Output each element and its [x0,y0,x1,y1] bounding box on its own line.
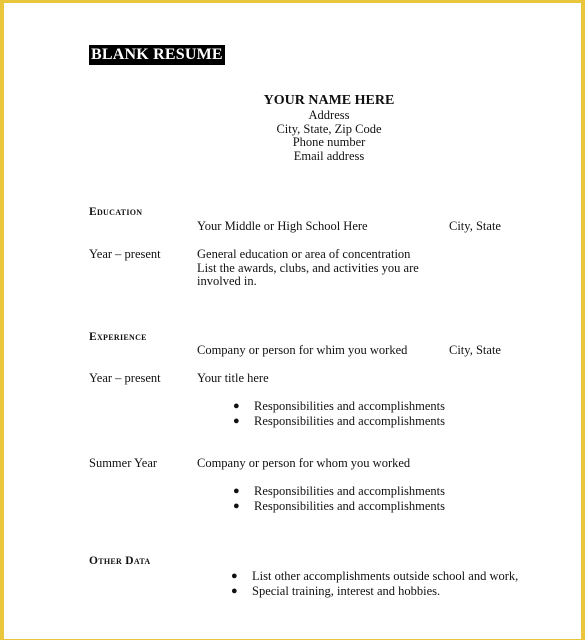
experience-location: City, State [449,343,501,357]
candidate-name: YOUR NAME HERE [263,93,395,108]
experience-bullets [233,484,445,513]
education-detail-line: involved in. [197,274,257,288]
education-detail-line: List the awards, clubs, and activities you are [197,261,419,275]
bullet-icon: ● [233,400,240,412]
experience-period: Summer Year [89,456,158,470]
list-item: ● Responsibilities and accomplishments [233,413,445,428]
experience-period: Year – present [89,371,161,385]
bullet-icon: ● [233,414,240,427]
document-title: BLANK RESUME [91,46,223,63]
list-item: ● Responsibilities and accomplishments [233,498,445,513]
education-heading: Education [89,206,143,218]
education-detail-line: General education or area of concentration [197,247,411,261]
address-line: Address [308,108,350,122]
experience-heading: Experience [89,331,147,343]
bullet-icon: ● [231,570,238,582]
bullet-icon: ● [233,499,240,512]
list-item: ● List other accomplishments outside school and work, [231,569,519,583]
city-state-zip-line: City, State, Zip Code [276,121,382,136]
bullet-icon: ● [233,485,240,497]
contact-header [184,92,474,163]
list-item: ● Responsibilities and accomplishments [233,399,445,413]
experience-company: Company or person for whim you worked [197,343,408,357]
education-location: City, State [449,219,501,233]
list-item: ● Special training, interest and hobbies. [231,583,441,598]
list-item: ● Responsibilities and accomplishments [233,484,445,498]
education-period: Year – present [89,247,161,261]
other-data-bullets [231,569,518,598]
other-data-heading: Other Data [89,555,151,567]
experience-title: Your title here [197,371,269,385]
phone-line: Phone number [292,135,366,150]
resume-page [4,3,581,639]
education-school: Your Middle or High School Here [197,219,368,233]
email-line: Email address [293,148,365,163]
experience-company: Company or person for whom you worked [197,456,411,470]
bullet-icon: ● [231,584,238,597]
experience-bullets [233,399,445,428]
